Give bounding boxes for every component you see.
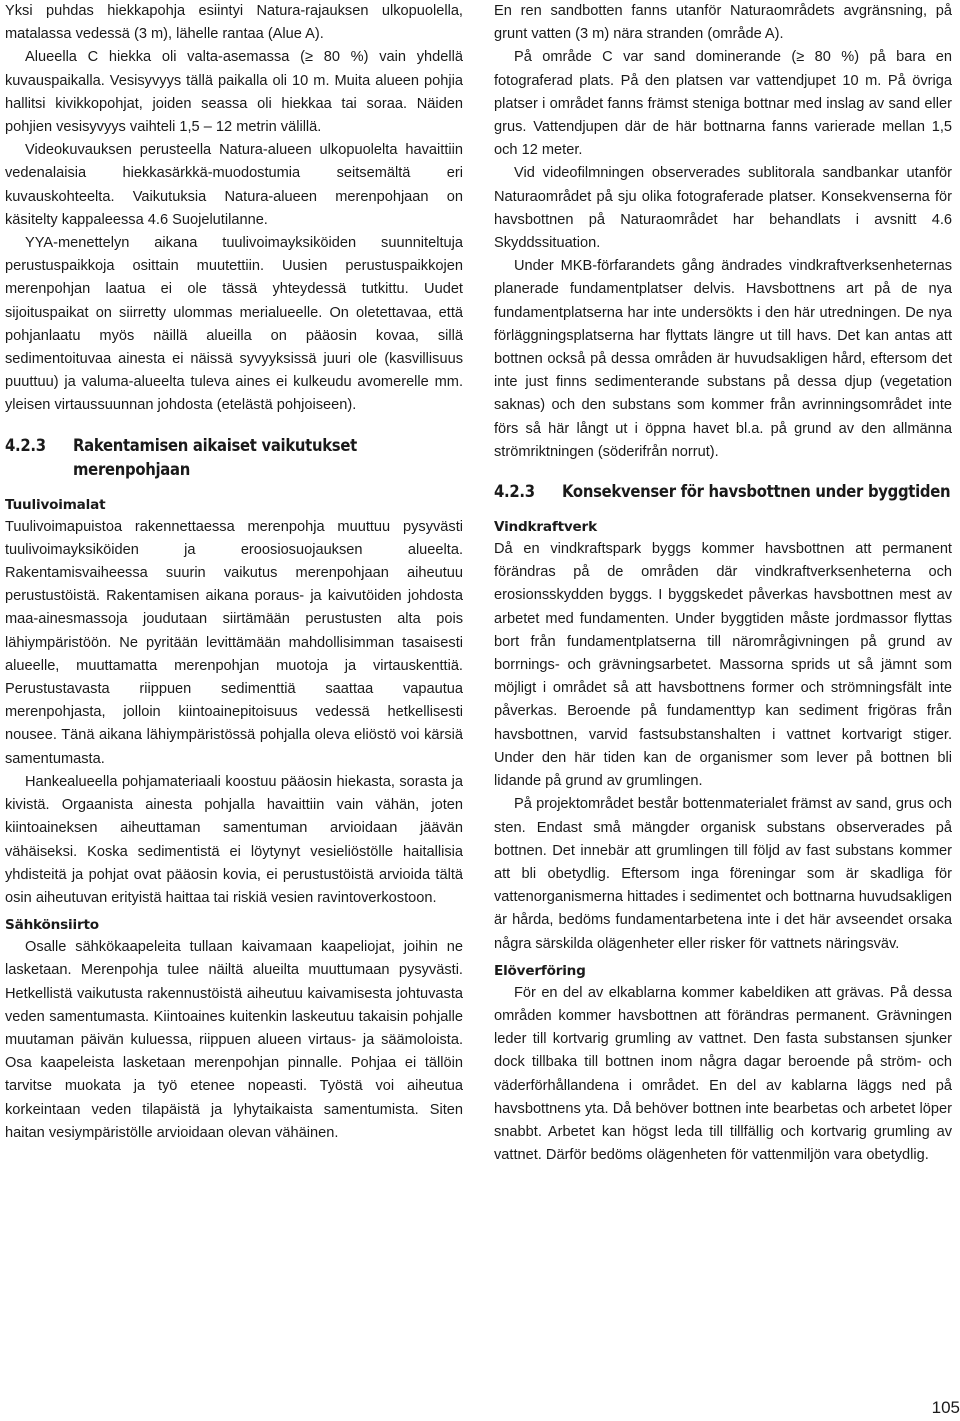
section-title: Konsekvenser för havsbottnen under byggtiden bbox=[562, 482, 951, 502]
subheading: Elöverföring bbox=[494, 962, 586, 979]
section-number: 4.2.3 bbox=[494, 482, 535, 502]
paragraph: En ren sandbotten fanns utanför Naturaområdets avgränsning, på grunt vatten (3 m) nära stranden (område A). bbox=[494, 3, 952, 43]
section-number: 4.2.3 bbox=[5, 435, 46, 455]
page-number: 105 bbox=[931, 1398, 960, 1417]
paragraph: YYA-menettelyn aikana tuulivoimayksiköiden suunniteltuja perustuspaikkoja osittain muutettiin. Uusien perustuspaikkojen merenpohjan laatua ei ole tässä yhteydessä tutkittu. Uudet sijoituspaikat on siirretty ulommas merialueelle. On oletettavaa, että pohjanlaatu myös näillä alueilla on pääosin kovaa, sillä sedimentoituvaa ainesta ei näissä syvyyksissä juuri ole (kasvillisuus puuttuu) ja valuma-alueelta tuleva aines ei kulkeudu avomerelle mm. yleisen virtaussuunnan johdosta (etelästä pohjoiseen). bbox=[5, 235, 463, 414]
paragraph: Yksi puhdas hiekkapohja esiintyi Natura-rajauksen ulkopuolella, matalassa vedessä (3 m), lähelle rantaa (Alue A). bbox=[5, 3, 463, 43]
paragraph: Då en vindkraftspark byggs kommer havsbottnen att permanent förändras på de områden där vindkraftverksenheterna och erosionsskydden byggs. I byggskedet påverkas havsbottnen mest av arbetet med fundamenten. Under byggtiden måste jordmassor flyttas bort från fundamentplatserna till närområgivningen på grund av borrnings- och grävningsarbetet. Massorna sprids ut så jämnt som möjligt i området så att havsbottnens former och strömningsfält inte påverkas. Beroende på fundamenttyp kan sediment frigöras från havsbottnen, varvid fastsubstanshalten i vattnet kortvarigt stiger. Under den här tiden kan de organismer som lever på bottnen bli lidande på grund av grumlingen. bbox=[494, 541, 952, 790]
paragraph: För en del av elkablarna kommer kabeldiken att grävas. På dessa områden kommer havsbottnen att förändras permanent. Grävningen leder till kortvarig grumling av vattnet. Den fasta substansen sjunker dock tillbaka till bottnen inom några dagar beroende på ström- och väderförhållandena i området. En del av kablarna läggs ned på havsbottnens yta. Då behöver bottnen inte bearbetas och arbetet löper snabbt. Arbetet kan högst leda till tillfällig och kortvarig grumling av vattnet. Därför bedöms olägenheten för vattenmiljön vara obetydlig. bbox=[494, 984, 952, 1164]
paragraph: Under MKB-förfarandets gång ändrades vindkraftverksenheternas planerade fundamentplatser delvis. Havsbottnens art på de nya fundamentplatserna har inte undersökts i den här utredningen. De nya förläggningsplatserna har flyttats längre ut till havs. Det kan antas att bottnen också på dessa områden är huvudsakligen hård, eftersom det inte just finns sedimenterande substans på dessa djup (vegetation saknas) och den substans som kommer från avrinningsområdet inte förs så här långt ut i öppna havet bl.a. på grund av den allmänna strömriktningen (söderifrån norrut). bbox=[494, 258, 952, 460]
paragraph: På område C var sand dominerande (≥ 80 %) på bara en fotograferad plats. På den platsen var vattendjupet 10 m. På övriga platser i området fanns främst steniga bottnar med inslag av sand eller grus. Vattendjupen där de här bottnarna fanns varierade mellan 1,5 och 12 meter. bbox=[494, 49, 952, 159]
section-heading bbox=[494, 480, 952, 504]
subheading: Tuulivoimalat bbox=[5, 496, 106, 513]
paragraph: Hankealueella pohjamateriaali koostuu pääosin hiekasta, sorasta ja kivistä. Orgaanista ainesta pohjalla havaittiin vain vähän, joten kiintoaineksen aiheuttaman samentuman arvioidaan jäävän vähäiseksi. Koska sedimentistä ei löytynyt vesieliöstölle haitallisia yhdisteitä ja pohjat ovat pääosin kovia, ei perustustöistä arvioida tältä osin aiheutuvan erityistä haittaa tai riskiä vesien ravintoverkostoon. bbox=[5, 773, 463, 906]
swedish-column bbox=[494, 0, 952, 1167]
paragraph: Tuulivoimapuistoa rakennettaessa merenpohja muuttuu pysyvästi tuulivoimayksiköiden ja eroosiosuojauksen alueelta. Rakentamisvaiheessa suurin vaikutus merenpohjaan aiheutuu perustustöistä. Rakentamisen aikana poraus- ja kaivutöiden johdosta maa-ainesmassoja joudutaan siirtämään perustusten alta pois lähiympäristöön. Ne pyritään levittämään mahdollisimman tasaisesti alueelle, muuttamatta merenpohjan muotoja ja virtauskenttiä. Perustustavasta riippuen sedimenttiä saattaa vapautua merenpohjasta, jolloin kiintoainepitoisuus vedessä hetkellisesti nousee. Tänä aikana lähiympäristössä pohjalla oleva eliöstö voi kärsiä samentumasta. bbox=[5, 518, 463, 767]
subheading: Vindkraftverk bbox=[494, 519, 597, 536]
section-heading bbox=[5, 434, 463, 482]
paragraph: Vid videofilmningen observerades sublitorala sandbankar utanför Naturaområdet på sju olika fotograferade platser. Konsekvenserna för havsbottnen på Naturaområdet har behandlats i avsnitt 4.6 Skyddssituation. bbox=[494, 165, 952, 252]
subheading: Sähkönsiirto bbox=[5, 917, 99, 934]
paragraph: Videokuvauksen perusteella Natura-alueen ulkopuolelta havaittiin vedenalaisia hiekkasärkkä-muodostumia seitsemältä eri kuvauskohteelta. Vaikutuksia Natura-alueen merenpohjaan on käsitelty kappaleessa 4.6 Suojelutilanne. bbox=[5, 142, 463, 228]
paragraph: Osalle sähkökaapeleita tullaan kaivamaan kaapeliojat, joihin ne lasketaan. Merenpohja tulee näiltä alueilta muuttumaan pysyvästi. Hetkellistä vaikutusta rakennustöistä aiheutuu kaivamisesta johtuvasta veden samentumasta. Kiintoaines kuitenkin laskeutuu takaisin pohjalle muutaman päivän kuluessa, riippuen alueen virtaus- ja säämoloista. Osa kaapeleista lasketaan merenpohjan pinnalle. Pohjaa ei tällöin tarvitse muokata ja työ etenee nopeasti. Työstä voi aiheutua korkeintaan veden tilapäistä ja lyhytaikaista samentumista. Siten haitan vesiympäristölle arvioidaan olevan vähäinen. bbox=[5, 939, 463, 1141]
section-title: Rakentamisen aikaiset vaikutukset merenpohjaan bbox=[73, 435, 357, 479]
paragraph: På projektområdet består bottenmaterialet främst av sand, grus och sten. Endast små mängder organisk substans observerades på bottnen. Det innebär att grumlingen till följd av fast substans kommer att bli obetydlig. Eftersom inga föreningar som är skadliga för vattenorganismerna hittades i sedimentet och bottnarna huvudsakligen är hårda, bedöms fundamentarbetena inte i det här avseendet orsaka några särskilda olägenheter eller risker för vattnets näringsväv. bbox=[494, 796, 952, 952]
finnish-column bbox=[5, 0, 463, 1145]
paragraph: Alueella C hiekka oli valta-asemassa (≥ 80 %) vain yhdellä kuvauspaikalla. Vesisyvyys tällä paikalla oli 10 m. Muita alueen pohjia hallitsi kivikkopohjat, joiden seassa oli hiekkaa tai soraa. Näiden pohjien vesisyvyys vaihteli 1,5 – 12 metrin välillä. bbox=[5, 49, 463, 136]
